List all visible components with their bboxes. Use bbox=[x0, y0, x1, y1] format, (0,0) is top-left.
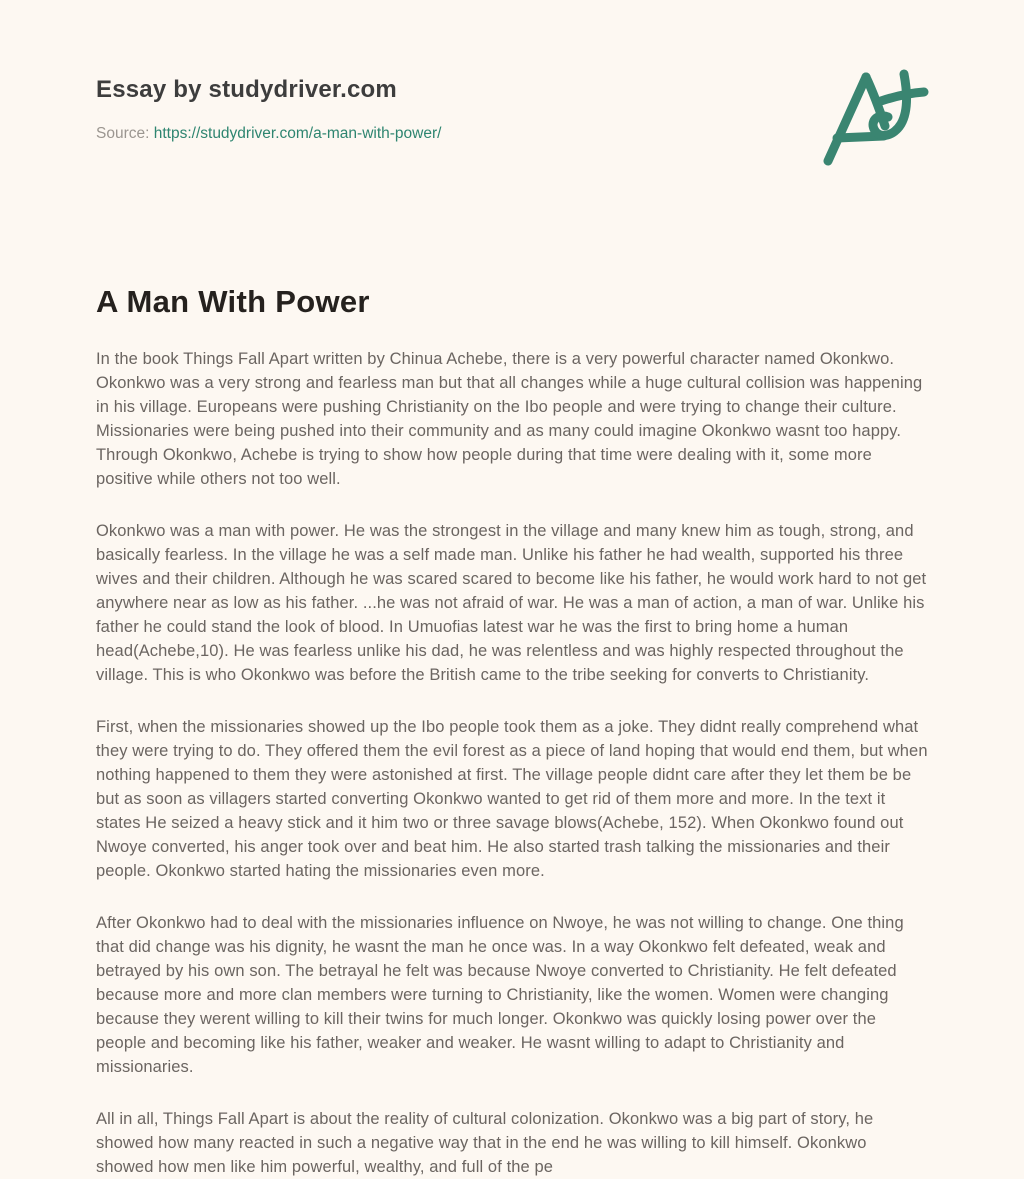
source-line bbox=[96, 125, 441, 143]
source-label: Source: bbox=[96, 125, 150, 142]
essay-paragraph-3: First, when the missionaries showed up the Ibo people took them as a joke. They didnt really comprehend what they were trying to do. They offered them the evil forest as a piece of land hoping that would end them, but when nothing happened to them they were astonished at first. The village people didnt care after they let them be be but as soon as villagers started converting Okonkwo wanted to get rid of them more and more. In the text it states He seized a heavy stick and it him two or three savage blows(Achebe, 152). When Okonkwo found out Nwoye converted, his anger took over and beat him. He also started trash talking the missionaries and their people. Okonkwo started hating the missionaries even more. bbox=[96, 718, 928, 880]
page-header bbox=[96, 76, 928, 168]
a-plus-logo-icon bbox=[820, 64, 932, 168]
essay-body bbox=[96, 347, 928, 1179]
source-link[interactable]: https://studydriver.com/a-man-with-power/ bbox=[153, 125, 442, 142]
essay-paragraph-4: After Okonkwo had to deal with the missionaries influence on Nwoye, he was not willing to change. One thing that did change was his dignity, he wasnt the man he once was. In a way Okonkwo felt defeated, weak and betrayed by his own son. The betrayal he felt was because Nwoye converted to Christianity. He felt defeated because more and more clan members were turning to Christianity, like the women. Women were changing because they werent willing to kill their twins for much longer. Okonkwo was quickly losing power over the people and becoming like his father, weaker and weaker. He wasnt willing to adapt to Christianity and missionaries. bbox=[96, 914, 904, 1076]
page-title: Essay by studydriver.com bbox=[96, 76, 397, 103]
essay-paragraph-2: Okonkwo was a man with power. He was the strongest in the village and many knew him as tough, strong, and basically fearless. In the village he was a self made man. Unlike his father he had wealth, supported his three wives and their children. Although he was scared scared to become like his father, he would work hard to not get anywhere near as low as his father. ...he was not afraid of war. He was a man of action, a man of war. Unlike his father he could stand the look of blood. In Umuofias latest war he was the first to bring home a human head(Achebe,10). He was fearless unlike his dad, he was relentless and was highly respected throughout the village. This is who Okonkwo was before the British came to the tribe seeking for converts to Christianity. bbox=[96, 522, 927, 684]
essay-paragraph-5: All in all, Things Fall Apart is about the reality of cultural colonization. Okonkwo was a big part of story, he showed how many reacted in such a negative way that in the end he was willing to kill himself. Okonkwo showed how men like him powerful, wealthy, and full of the pe bbox=[96, 1110, 874, 1176]
essay-title: A Man With Power bbox=[96, 284, 370, 319]
header-text-block bbox=[96, 76, 441, 143]
essay-paragraph-1: In the book Things Fall Apart written by Chinua Achebe, there is a very powerful character named Okonkwo. Okonkwo was a very strong and fearless man but that all changes while a huge cultural collision was happening in his village. Europeans were pushing Christianity on the Ibo people and were trying to change their culture. Missionaries were being pushed into their community and as many could imagine Okonkwo wasnt too happy. Through Okonkwo, Achebe is trying to show how people during that time were dealing with it, some more positive while others not too well. bbox=[96, 350, 923, 488]
